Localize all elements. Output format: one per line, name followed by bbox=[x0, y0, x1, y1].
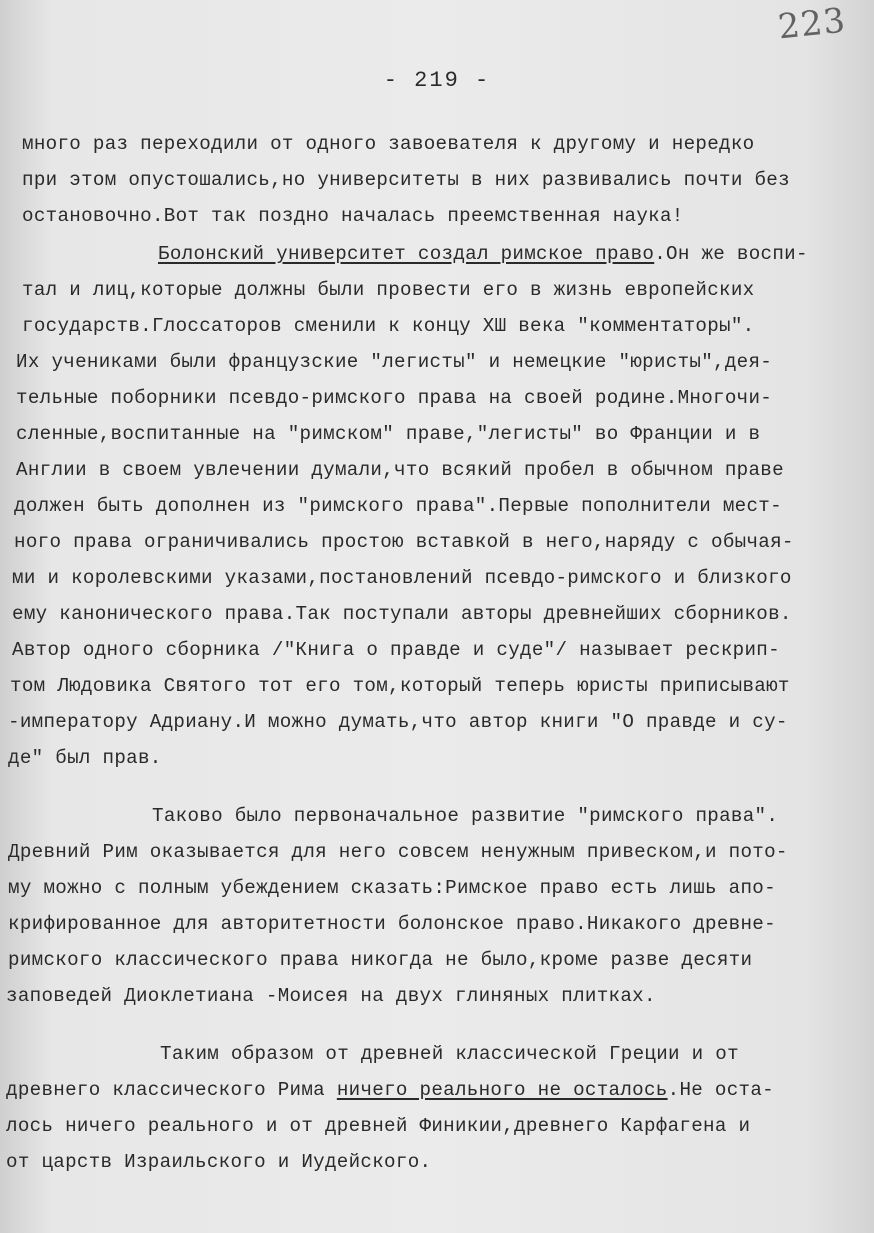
text-line: ми и королевскими указами,постановлений псевдо-римского и близкого bbox=[12, 567, 792, 589]
text-line: Таково было первоначальное развитие "римского права". bbox=[152, 805, 779, 827]
text-line: римского классического права никогда не было,кроме разве десяти bbox=[8, 949, 753, 971]
text-line: сленные,воспитанные на "римском" праве,"легисты" во Франции и в bbox=[16, 423, 761, 445]
archive-page-stamp: 223 bbox=[776, 0, 848, 48]
page-number: - 219 - bbox=[383, 68, 491, 93]
text-line: тал и лиц,которые должны были провести его в жизнь европейских bbox=[22, 279, 755, 301]
body-text bbox=[0, 126, 874, 1180]
underlined-phrase: ничего реального не осталось bbox=[336, 1079, 668, 1101]
text-line: остановочно.Вот так поздно началась преемственная наука! bbox=[22, 205, 684, 227]
text-line: ему канонического права.Так поступали авторы древнейших сборников. bbox=[12, 603, 792, 625]
text-line: должен быть дополнен из "римского права".Первые пополнители мест- bbox=[14, 495, 782, 517]
text-line: ного права ограничивались простою вставкой в него,наряду с обычая- bbox=[14, 531, 794, 553]
text-line: Таким образом от древней классической Греции и от bbox=[160, 1043, 739, 1065]
text-line: Их учениками были французские "легисты" и немецкие "юристы",дея- bbox=[16, 351, 773, 373]
text-line: тельные поборники псевдо-римского права на своей родине.Многочи- bbox=[16, 387, 773, 409]
text-line: де" был прав. bbox=[8, 747, 162, 769]
underlined-phrase: Болонский университет создал римское право bbox=[158, 243, 655, 265]
text-line: Англии в своем увлечении думали,что всякий пробел в обычном праве bbox=[16, 459, 784, 481]
text-line: том Людовика Святого тот его том,который теперь юристы приписывают bbox=[10, 675, 790, 697]
text-line bbox=[158, 236, 874, 272]
text-line: Древний Рим оказывается для него совсем ненужным привеском,и пото- bbox=[8, 841, 788, 863]
text-line: государств.Глоссаторов сменили к концу XШ века "комментаторы". bbox=[22, 315, 755, 337]
line-fragment: древнего классического Рима bbox=[6, 1079, 337, 1101]
text-line: крифированное для авторитетности болонское право.Никакого древне- bbox=[8, 913, 776, 935]
text-line: при этом опустошались,но университеты в них развивались почти без bbox=[22, 169, 790, 191]
text-line: му можно с полным убеждением сказать:Римское право есть лишь апо- bbox=[8, 877, 776, 899]
text-line: -императору Адриану.И можно думать,что автор книги "О правде и су- bbox=[8, 711, 788, 733]
text-line: много раз переходили от одного завоевателя к другому и нередко bbox=[22, 133, 755, 155]
text-line: Автор одного сборника /"Книга о правде и суде"/ называет рескрип- bbox=[12, 639, 780, 661]
line-fragment: .Не оста- bbox=[667, 1079, 774, 1101]
text-line: заповедей Диоклетиана -Моисея на двух глиняных плитках. bbox=[6, 985, 656, 1007]
line-fragment: .Он же воспи- bbox=[654, 243, 808, 265]
text-line bbox=[6, 1072, 874, 1108]
text-line: от царств Израильского и Иудейского. bbox=[6, 1151, 432, 1173]
text-line: лось ничего реального и от древней Финикии,древнего Карфагена и bbox=[6, 1115, 751, 1137]
